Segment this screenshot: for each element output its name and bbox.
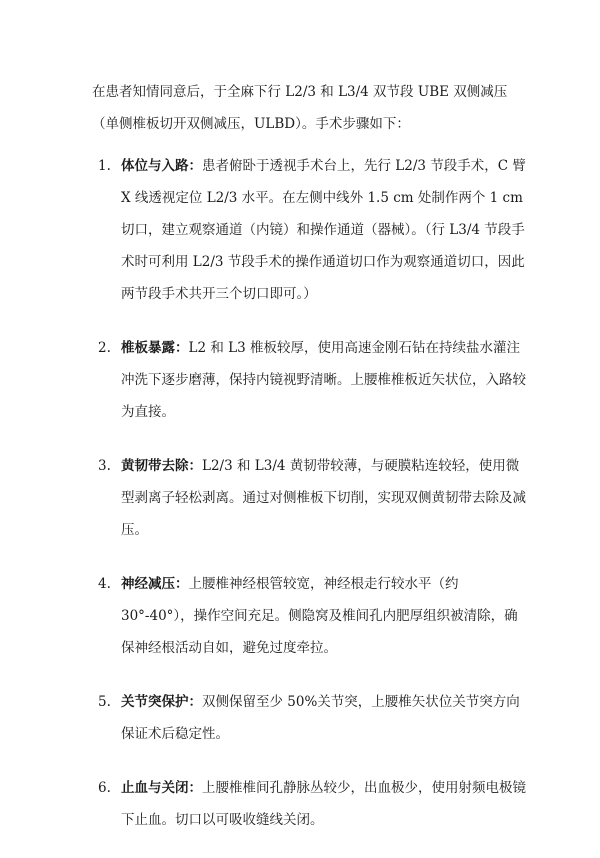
step-item-hemostasis-closure (0, 772, 527, 836)
step-item-nerve-decompression (0, 568, 527, 664)
step-number: 3. (98, 458, 111, 474)
procedure-steps-list (0, 150, 600, 858)
step-title: 椎板暴露： (121, 340, 189, 356)
step-number: 4. (98, 576, 111, 592)
step-item-facet-protection (0, 686, 527, 750)
step-text: 上腰椎椎间孔静脉丛较少，出血极少，使用射频电极镜下止血。切口以可吸收缝线关闭。 (121, 780, 526, 828)
step-text: 双侧保留至少 50%关节突，上腰椎矢状位关节突方向保证术后稳定性。 (121, 694, 520, 742)
step-item-lamina-exposure (0, 332, 527, 428)
step-number: 1. (98, 158, 111, 174)
step-title: 体位与入路： (121, 158, 202, 174)
step-title: 神经减压： (121, 576, 189, 592)
step-number: 6. (98, 780, 111, 796)
step-title: 止血与关闭： (121, 780, 202, 796)
step-item-ligamentum-removal (0, 450, 527, 546)
step-text: L2/3 和 L3/4 黄韧带较薄，与硬膜粘连较轻，使用微型剥离子轻松剥离。通过对侧椎板下切削，实现双侧黄韧带去除及减压。 (121, 458, 526, 538)
step-title: 关节突保护： (121, 694, 202, 710)
step-text: 患者俯卧于透视手术台上，先行 L2/3 节段手术，C 臂 X 线透视定位 L2/3 水平。在左侧中线外 1.5 cm 处制作两个 1 cm 切口，建立观察通道（内镜）和操作通道（器械）。（行 L3/4 节段手术时可利用 L2/3 节段手术的操作通道切口作为观察通道切口，因此两节段手术共开三个切口即可。） (121, 158, 526, 302)
step-number: 2. (98, 340, 111, 356)
step-title: 黄韧带去除： (121, 458, 202, 474)
step-number: 5. (98, 694, 111, 710)
step-text: L2 和 L3 椎板较厚，使用高速金刚石钻在持续盐水灌注冲洗下逐步磨薄，保持内镜视野清晰。上腰椎椎板近矢状位，入路较为直接。 (121, 340, 526, 420)
intro-paragraph: 在患者知情同意后，于全麻下行 L2/3 和 L3/4 双节段 UBE 双侧减压（单侧椎板切开双侧减压，ULBD）。手术步骤如下： (92, 84, 508, 132)
step-item-positioning (0, 150, 527, 310)
step-text: 上腰椎神经根管较宽，神经根走行较水平（约 30°-40°），操作空间充足。侧隐窝及椎间孔内肥厚组织被清除，确保神经根活动自如，避免过度牵拉。 (121, 576, 518, 656)
